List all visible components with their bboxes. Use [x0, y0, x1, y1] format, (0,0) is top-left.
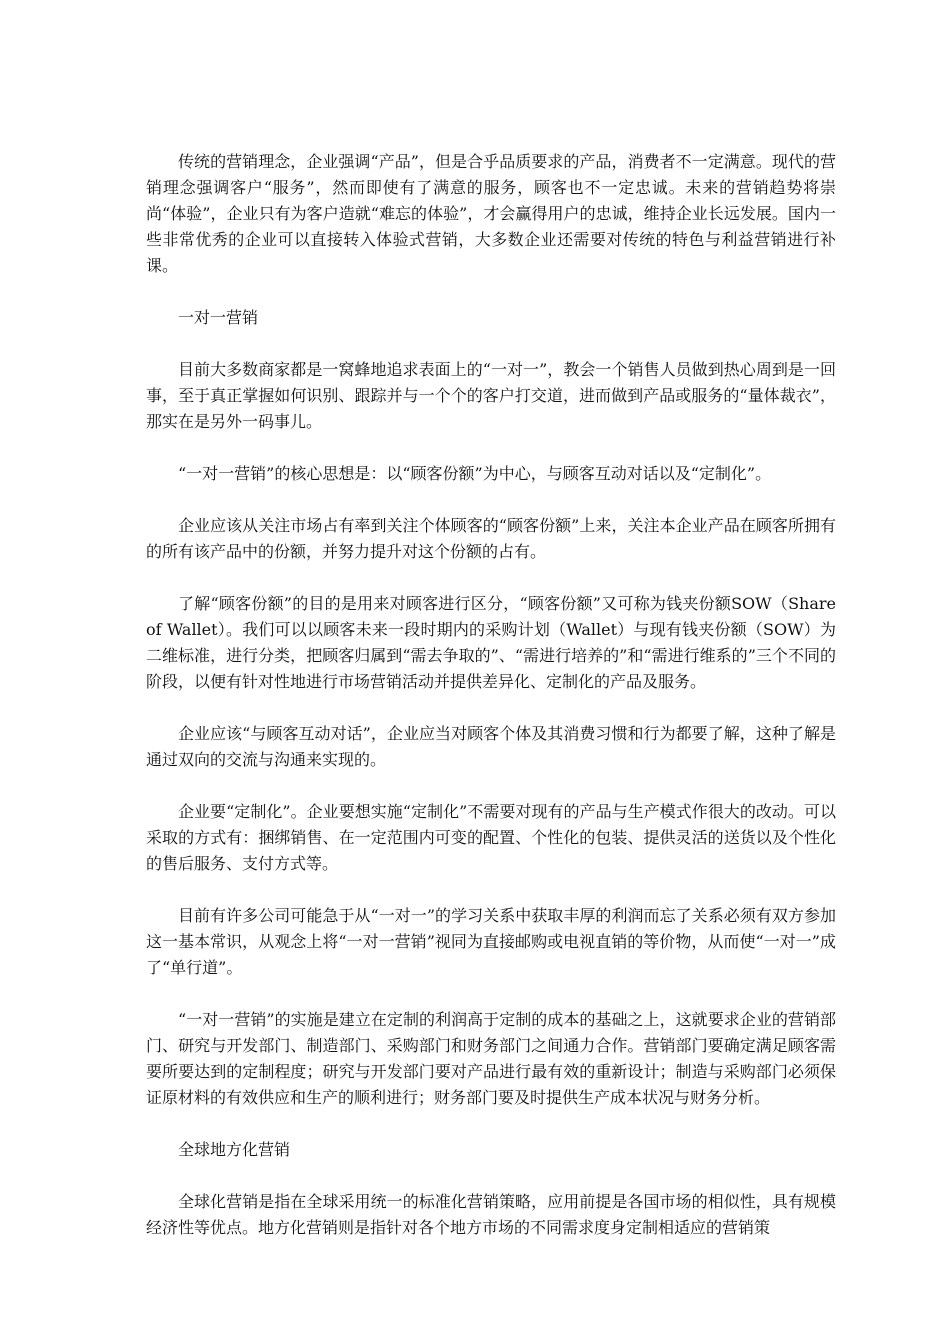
paragraph: 了解“顾客份额”的目的是用来对顾客进行区分，“顾客份额”又可称为钱夹份额SOW（Share of Wallet）。我们可以以顾客未来一段时期内的采购计划（Wallet）与现有钱夹份额（SOW）为二维标准，进行分类，把顾客归属到“需去争取的”、“需进行培养的”和“需进行维系的”三个不同的阶段，以便有针对性地进行市场营销活动并提供差异化、定制化的产品及服务。	[146, 594, 836, 691]
paragraph: “一对一营销”的实施是建立在定制的利润高于定制的成本的基础之上，这就要求企业的营销部门、研究与开发部门、制造部门、采购部门和财务部门之间通力合作。营销部门要确定满足顾客需要所要达到的定制程度；研究与开发部门要对产品进行最有效的重新设计；制造与采购部门必须保证原材料的有效供应和生产的顺利进行；财务部门要及时提供生产成本状况与财务分析。	[146, 1010, 836, 1107]
section-heading-glocal: 全球地方化营销	[178, 1140, 291, 1159]
paragraph: 企业应该从关注市场占有率到关注个体顾客的“顾客份额”上来，关注本企业产品在顾客所拥有的所有该产品中的份额，并努力提升对这个份额的占有。	[146, 516, 836, 561]
paragraph: “一对一营销”的核心思想是：以“顾客份额”为中心，与顾客互动对话以及“定制化”。	[178, 464, 772, 483]
paragraph: 企业应该“与顾客互动对话”，企业应当对顾客个体及其消费习惯和行为都要了解，这种了解是通过双向的交流与沟通来实现的。	[146, 724, 836, 769]
paragraph: 目前大多数商家都是一窝蜂地追求表面上的“一对一”，教会一个销售人员做到热心周到是一回事，至于真正掌握如何识别、跟踪并与一个个的客户打交道，进而做到产品或服务的“量体裁衣”，那实在是另外一码事儿。	[146, 360, 836, 431]
paragraph: 企业要“定制化”。企业要想实施“定制化”不需要对现有的产品与生产模式作很大的改动。可以采取的方式有：捆绑销售、在一定范围内可变的配置、个性化的包装、提供灵活的送货以及个性化的售后服务、支付方式等。	[146, 802, 836, 873]
section-heading-one-to-one: 一对一营销	[178, 308, 259, 327]
paragraph: 目前有许多公司可能急于从“一对一”的学习关系中获取丰厚的利润而忘了关系必须有双方参加这一基本常识，从观念上将“一对一营销”视同为直接邮购或电视直销的等价物，从而使“一对一”成了“单行道”。	[146, 906, 836, 977]
paragraph: 全球化营销是指在全球采用统一的标准化营销策略，应用前提是各国市场的相似性，具有规模经济性等优点。地方化营销则是指针对各个地方市场的不同需求度身定制相适应的营销策	[146, 1192, 836, 1237]
paragraph-intro: 传统的营销理念，企业强调“产品”，但是合乎品质要求的产品，消费者不一定满意。现代的营销理念强调客户“服务”，然而即使有了满意的服务，顾客也不一定忠诚。未来的营销趋势将崇尚“体验”，企业只有为客户造就“难忘的体验”，才会赢得用户的忠诚，维持企业长远发展。国内一些非常优秀的企业可以直接转入体验式营销，大多数企业还需要对传统的特色与利益营销进行补课。	[146, 152, 836, 275]
document-body	[146, 149, 836, 1267]
